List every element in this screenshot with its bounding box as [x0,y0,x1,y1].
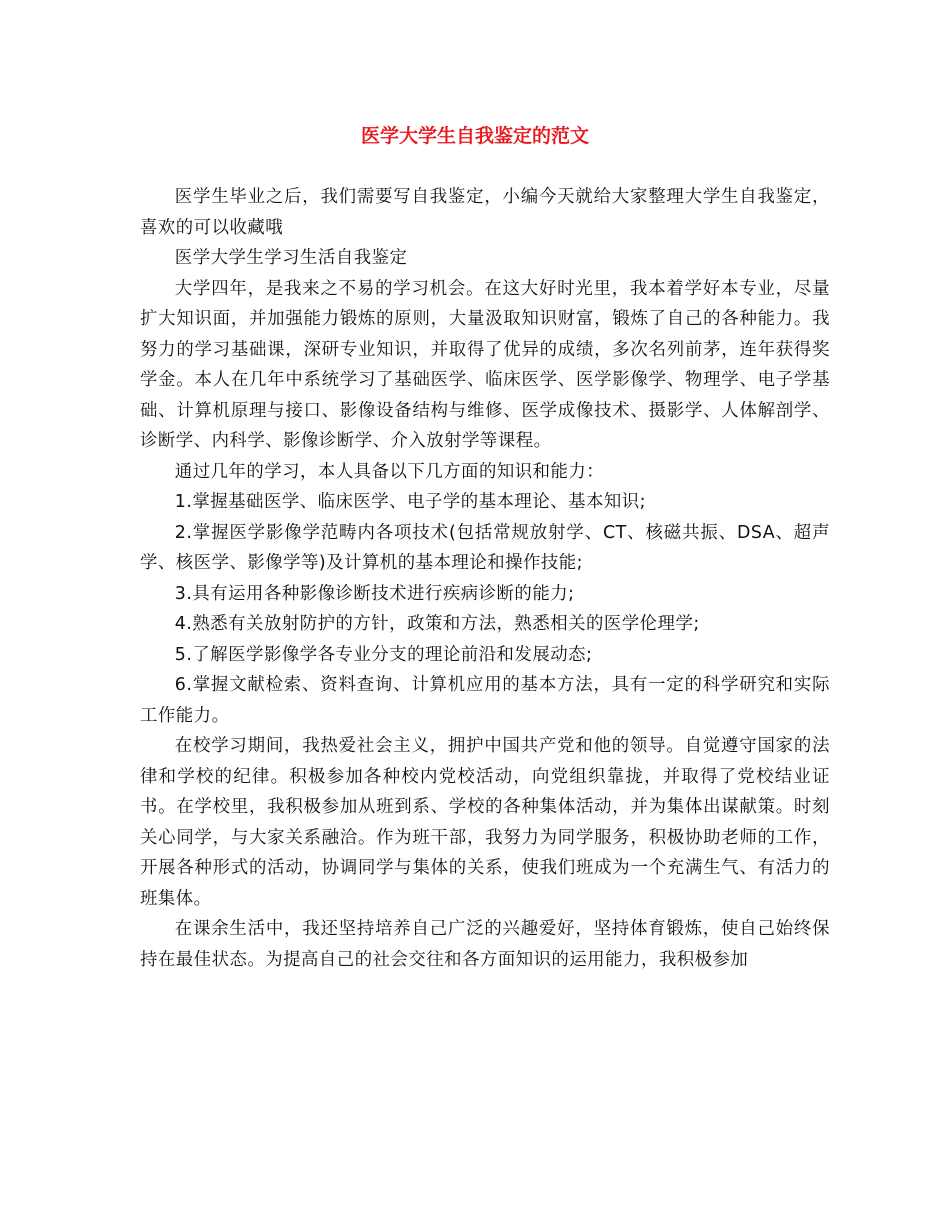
abilities-intro: 通过几年的学习，本人具备以下几方面的知识和能力： [174,461,605,482]
section-subtitle: 医学大学生学习生活自我鉴定 [174,248,408,268]
document-title: 医学大学生自我鉴定的范文 [360,125,589,147]
school-paragraph: 在校学习期间，我热爱社会主义，拥护中国共产党和他的领导。自觉遵守国家的法律和学校的纪律。积极参加各种校内党校活动，向党组织靠拢，并取得了党校结业证书。在学校里，我积极参加从班到系、学校的各种集体活动，并为集体出谋献策。时刻关心同学，与大家关系融洽。作为班干部，我努力为同学服务，积极协助老师的工作，开展各种形式的活动，协调同学与集体的关系，使我们班成为一个充满生气、有活力的班集体。 [140,736,830,909]
document-body [140,182,830,975]
intro-paragraph: 医学生毕业之后，我们需要写自我鉴定，小编今天就给大家整理大学生自我鉴定，喜欢的可以收藏哦 [140,187,830,238]
extracurricular-paragraph: 在课余生活中，我还坚持培养自己广泛的兴趣爱好，坚持体育锻炼，使自己始终保持在最佳状态。为提高自己的社会交往和各方面知识的运用能力，我积极参加 [140,919,830,970]
ability-item-2: 2.掌握医学影像学范畴内各项技术(包括常规放射学、CT、核磁共振、DSA、超声学、核医学、影像学等)及计算机的基本理论和操作技能; [140,522,830,573]
ability-item-6: 6.掌握文献检索、资料查询、计算机应用的基本方法，具有一定的科学研究和实际工作能力。 [140,675,830,726]
ability-item-1: 1.掌握基础医学、临床医学、电子学的基本理论、基本知识; [174,492,647,512]
study-paragraph: 大学四年，是我来之不易的学习机会。在这大好时光里，我本着学好本专业，尽量扩大知识面，并加强能力锻炼的原则，大量汲取知识财富，锻炼了自己的各种能力。我努力的学习基础课，深研专业知识，并取得了优异的成绩，多次名列前茅，连年获得奖学金。本人在几年中系统学习了基础医学、临床医学、医学影像学、物理学、电子学基础、计算机原理与接口、影像设备结构与维修、医学成像技术、摄影学、人体解剖学、诊断学、内科学、影像诊断学、介入放射学等课程。 [140,278,830,451]
ability-item-4: 4.熟悉有关放射防护的方针，政策和方法，熟悉相关的医学伦理学; [174,614,700,634]
ability-item-3: 3.具有运用各种影像诊断技术进行疾病诊断的能力; [174,583,575,604]
ability-item-5: 5.了解医学影像学各专业分支的理论前沿和发展动态; [174,644,593,665]
